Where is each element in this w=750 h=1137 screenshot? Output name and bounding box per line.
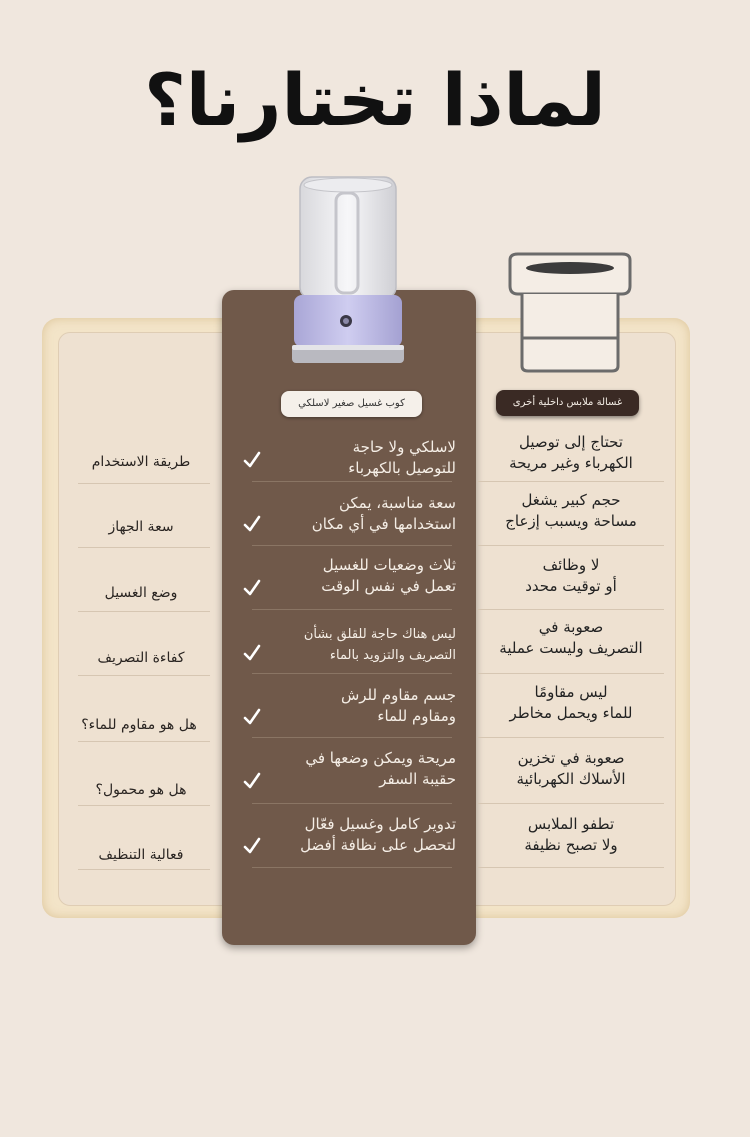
mini-washer-cup-icon <box>288 175 408 375</box>
product-feature-capacity: سعة مناسبة، يمكن استخدامها في أي مكان <box>311 494 456 533</box>
product-feature-waterproof: جسم مقاوم للرش ومقاوم للماء <box>340 686 456 725</box>
divider <box>252 867 452 868</box>
divider <box>478 867 664 868</box>
divider <box>78 741 210 742</box>
divider <box>478 737 664 738</box>
row-label-capacity: سعة الجهاز <box>108 519 174 535</box>
divider <box>252 545 452 546</box>
row-label-cleaning: فعالية التنظيف <box>98 847 184 863</box>
competitor-feature-portable: صعوبة في تخزين الأسلاك الكهربائية <box>516 749 626 788</box>
divider <box>478 803 664 804</box>
competitor-feature-cleaning: تطفو الملابس ولا تصبح نظيفة <box>524 815 618 854</box>
row-label-usage: طريقة الاستخدام <box>91 454 191 470</box>
divider <box>478 481 664 482</box>
page-title: لماذا تختارنا؟ <box>144 58 606 142</box>
product-feature-usage: لاسلكي ولا حاجة للتوصيل بالكهرباء <box>348 438 456 477</box>
check-icon <box>242 707 262 727</box>
divider <box>78 869 210 870</box>
divider <box>252 737 452 738</box>
divider <box>78 611 210 612</box>
divider <box>478 545 664 546</box>
competitor-badge: غسالة ملابس داخلية أخرى <box>496 390 639 416</box>
row-label-waterproof: هل هو مقاوم للماء؟ <box>81 717 197 733</box>
row-label-drainage: كفاءة التصريف <box>97 650 185 666</box>
divider <box>78 675 210 676</box>
bucket-washer-icon <box>504 252 636 374</box>
check-icon <box>242 578 262 598</box>
check-icon <box>242 514 262 534</box>
divider <box>78 547 210 548</box>
check-icon <box>242 771 262 791</box>
check-icon <box>242 450 262 470</box>
product-feature-cleaning: تدوير كامل وغسيل فعّال لتحصل على نظافة أفضل <box>300 815 456 854</box>
divider <box>252 803 452 804</box>
divider <box>478 609 664 610</box>
divider <box>252 673 452 674</box>
competitor-feature-wash-mode: لا وظائف أو توقيت محدد <box>525 556 617 595</box>
competitor-feature-waterproof: ليس مقاومًا للماء ويحمل مخاطر <box>509 683 633 722</box>
divider <box>252 481 452 482</box>
competitor-feature-capacity: حجم كبير يشغل مساحة ويسبب إزعاج <box>505 491 637 530</box>
competitor-feature-drainage: صعوبة في التصريف وليست عملية <box>499 618 643 657</box>
product-feature-portable: مريحة ويمكن وضعها في حقيبة السفر <box>305 749 456 788</box>
row-label-portable: هل هو محمول؟ <box>95 782 187 798</box>
check-icon <box>242 836 262 856</box>
check-icon <box>242 643 262 663</box>
product-badge: كوب غسيل صغير لاسلكي <box>281 391 422 417</box>
product-feature-wash-mode: ثلاث وضعيات للغسيل تعمل في نفس الوقت <box>321 556 456 595</box>
competitor-feature-usage: تحتاج إلى توصيل الكهرباء وغير مريحة <box>509 433 633 472</box>
divider <box>78 483 210 484</box>
divider <box>478 673 664 674</box>
product-feature-drainage: ليس هناك حاجة للقلق بشأن التصريف والتزويد بالماء <box>303 627 456 663</box>
divider <box>252 609 452 610</box>
divider <box>78 805 210 806</box>
row-label-wash-mode: وضع الغسيل <box>104 585 178 601</box>
